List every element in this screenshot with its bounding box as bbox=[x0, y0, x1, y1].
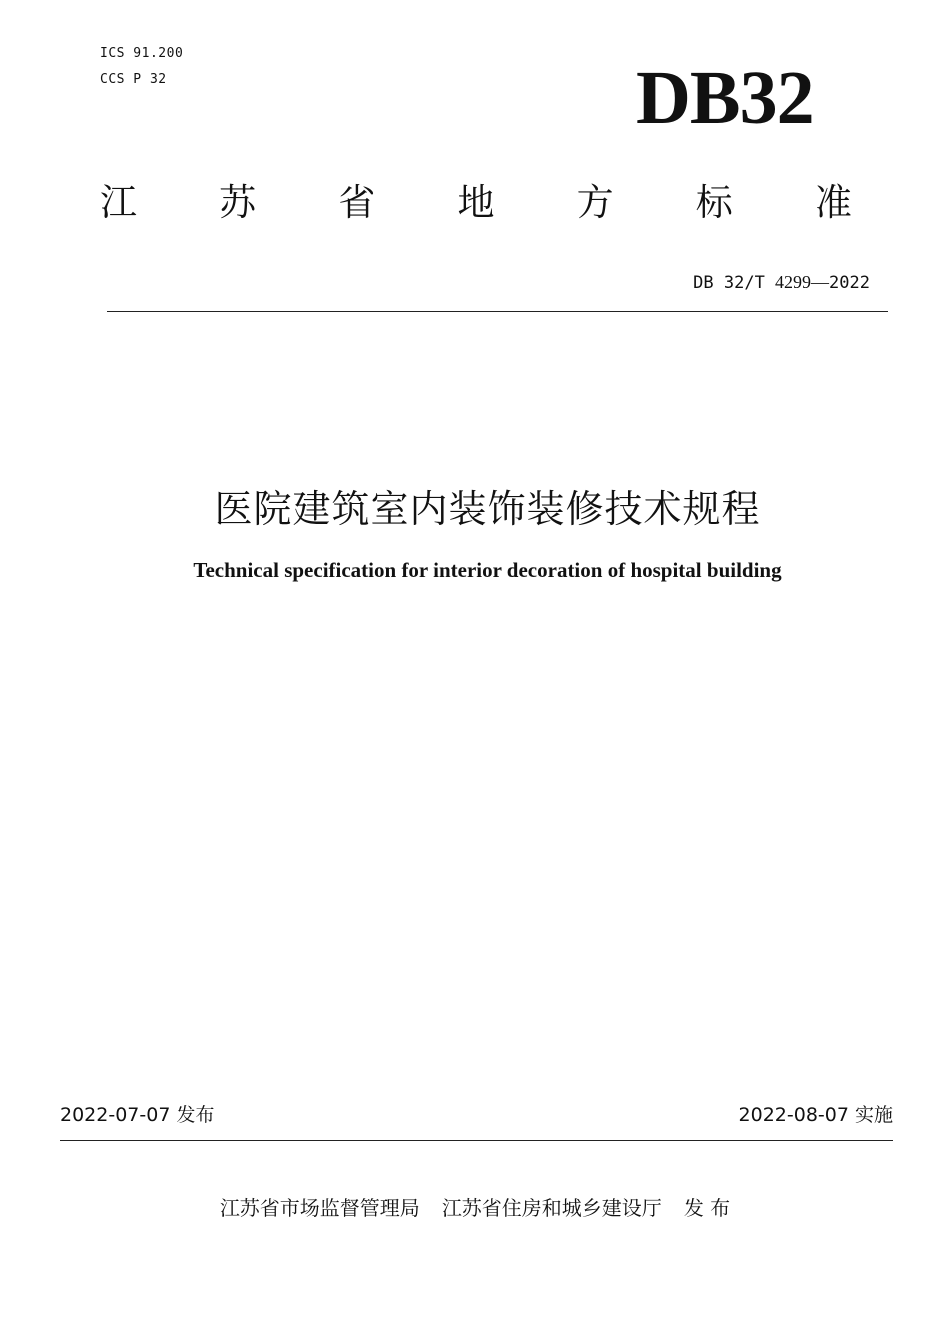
standard-code-prefix: DB 32/T bbox=[693, 273, 776, 293]
bottom-divider bbox=[60, 1140, 893, 1141]
document-title-english: Technical specification for interior decoration of hospital building bbox=[193, 558, 782, 582]
publisher-housing-construction: 江苏省住房和城乡建设厅 bbox=[441, 1196, 662, 1220]
standard-type-char: 地 bbox=[457, 181, 495, 224]
standard-type-char: 方 bbox=[576, 181, 614, 224]
publish-date: 2022-07-07 发布 bbox=[60, 1104, 215, 1126]
standard-code-dash: — bbox=[811, 272, 830, 292]
publisher-market-regulation: 江苏省市场监督管理局 bbox=[219, 1196, 420, 1220]
ccs-code: CCS P 32 bbox=[100, 72, 167, 87]
ics-code: ICS 91.200 bbox=[100, 46, 184, 61]
implementation-date: 2022-08-07 实施 bbox=[738, 1104, 893, 1126]
document-title-chinese: 医院建筑室内装饰装修技术规程 bbox=[214, 487, 761, 531]
standard-type-char: 苏 bbox=[219, 181, 257, 224]
publishers-line bbox=[0, 1192, 950, 1221]
standard-type-char: 江 bbox=[100, 181, 137, 224]
standard-code-year: 2022 bbox=[829, 273, 870, 293]
top-divider bbox=[107, 311, 888, 312]
standard-type-heading bbox=[100, 172, 852, 226]
standard-type-char: 准 bbox=[814, 181, 852, 224]
standard-type-char: 省 bbox=[338, 181, 376, 224]
publish-action: 发 布 bbox=[683, 1196, 731, 1220]
standard-code-number: 4299 bbox=[775, 272, 812, 292]
db32-logo: DB32 bbox=[636, 56, 814, 140]
standard-code bbox=[693, 272, 870, 293]
standard-type-char: 标 bbox=[695, 181, 733, 224]
